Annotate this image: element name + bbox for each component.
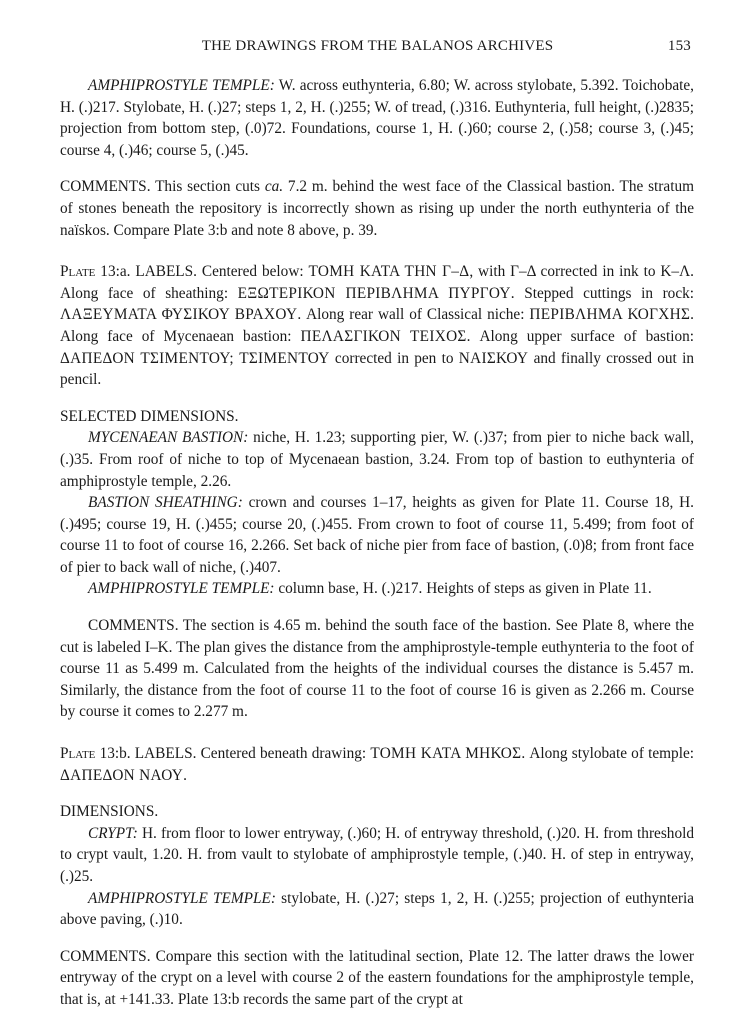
greek-label: ΠΕΡΙΒΛΗΜΑ ΚΟΓΧΗΣ [529,306,691,324]
running-head: THE DRAWINGS FROM THE BALANOS ARCHIVES [201,38,554,54]
plate-label: Plate [60,263,96,281]
paragraph-text: . Along stylobate of temple: [521,745,694,763]
greek-label: ΔΑΠΕΔΟΝ ΝΑΟΥ [60,766,184,784]
paragraph-text: corrected in pen to [329,349,459,367]
greek-label: ΕΞΩΤΕΡΙΚΟΝ ΠΕΡΙΒΛΗΜΑ ΠΥΡΓΟΥ [237,284,511,302]
greek-label: ΛΑΞΕΥΜΑΤΑ ΦΥΣΙΚΟΥ ΒΡΑΧΟΥ [60,306,298,324]
paragraph-text: niche, H. 1.23; supporting pier, W. (.)37; from pier to niche back wall, (.)35. From roof of niche to top of Mycenaean bastion, 3.24. From top of bastion to euthynteria of amphiprostyle temple, 2.26. [60,429,694,490]
paragraph-text: 13:a. LABELS. Centered below: [95,263,309,281]
paragraph-plate-13a-labels [60,261,694,391]
paragraph-text: , with Γ–Δ corrected in ink to Κ–Λ. Along face of sheathing: [60,263,694,302]
paragraph-text: 7.2 m. behind the west face of the Classical bastion. The stratum of stones beneath the repository is incorrectly shown as rising up under the north euthynteria of the naïskos. Compare Plate 3:b and note 8 above, p. 39. [60,178,694,239]
greek-label: ΤΟΜΗ ΚΑΤΑ ΜΗΚΟΣ [370,745,522,763]
paragraph-comments-2: COMMENTS. The section is 4.65 m. behind the south face of the bastion. See Plate 8, where the cut is labeled I–K. The plan gives the distance from the amphiprostyle-temple euthynteria to the foot of course 11 as 5.499 m. Calculated from the heights of the individual courses the distance is 5.457 m. Similarly, the distance from the foot of course 11 to the foot of course 16 is given as 2.266 m. Course by course it comes to 2.277 m. [60,617,694,721]
paragraph-text: H. from floor to lower entryway, (.)60; H. of entryway threshold, (.)20. H. from threshold to crypt vault, 1.20. H. from vault to stylobate of amphiprostyle temple, (.)40. H. of step in entryway, (.)25. [60,824,694,885]
paragraph-mycenaean-bastion [60,427,694,492]
paragraph-text: COMMENTS. This section cuts [60,178,265,196]
paragraph-text: . Along face of Mycenaean bastion: [60,306,694,345]
paragraph-comments-1 [60,176,694,241]
paragraph-text: W. across euthynteria, 6.80; W. across stylobate, 5.392. Toichobate, H. (.)217. Stylobate, H. (.)27; steps 1, 2, H. (.)255; W. of tread, (.)316. Euthynteria, full height, (.)2835; projection from bottom step, (.0)72. Foundations, course 1, H. (.)60; course 2, (.)58; course 3, (.)45; course 4, (.)46; course 5, (.)45. [60,77,695,159]
greek-label: ΠΕΛΑΣΓΙΚΟΝ ΤΕΙΧΟΣ [300,327,467,345]
subheading-amphiprostyle-temple: AMPHIPROSTYLE TEMPLE: [88,77,275,94]
paragraph-text: . Stepped cuttings in rock: [510,284,695,302]
paragraph-text: stylobate, H. (.)27; steps 1, 2, H. (.)255; projection of euthynteria above paving, (.)10. [60,889,695,929]
greek-label: ΔΑΠΕΔΟΝ ΤΣΙΜΕΝΤΟΥ; ΤΣΙΜΕΝΤΟΥ [60,349,330,367]
greek-label: ΤΟΜΗ ΚΑΤΑ ΤΗΝ Γ–Δ [308,263,470,281]
paragraph-amphiprostyle-stylobate [60,888,694,931]
section-heading-dimensions: DIMENSIONS. [60,803,159,821]
paragraph-text: 13:b. LABELS. Centered beneath drawing: [95,745,371,763]
paragraph-text: column base, H. (.)217. Heights of steps as given in Plate 11. [274,580,652,598]
paragraph-text: crown and courses 1–17, heights as given for Plate 11. Course 18, H. (.)495; course 19, H. (.)455; course 20, (.)455. From crown to foot of course 11, 5.499; from foot of course 11 to foot of course 16, 2.266. Set back of niche pier from face of bastion, (.0)8; from front face of pier to back wall of niche, (.)407. [60,494,694,576]
page-header [60,38,695,60]
subheading-amphiprostyle-temple: AMPHIPROSTYLE TEMPLE: [88,580,275,598]
subheading-crypt: CRYPT: [88,824,138,842]
body-text [60,75,694,1011]
paragraph-amphiprostyle-dimensions [60,75,694,161]
paragraph-plate-13b-labels [60,743,694,786]
subheading-mycenaean-bastion: MYCENAEAN BASTION: [88,429,249,447]
greek-label: ΝΑΙΣΚΟΥ [458,349,529,367]
paragraph-bastion-sheathing [60,492,694,578]
paragraph-text: . Along upper surface of bastion: [466,327,695,345]
paragraph-amphiprostyle-column [60,578,694,600]
section-heading-selected-dimensions: SELECTED DIMENSIONS. [60,407,239,425]
paragraph-crypt [60,823,694,888]
subheading-bastion-sheathing: BASTION SHEATHING: [88,494,243,512]
paragraph-text: . Along rear wall of Classical niche: [297,306,530,324]
subheading-amphiprostyle-temple: AMPHIPROSTYLE TEMPLE: [88,889,276,907]
abbreviation: ca. [264,178,284,196]
paragraph-text: and finally crossed out in pencil. [60,349,694,389]
paragraph-text: . [183,766,187,784]
page-number: 153 [667,38,691,54]
paragraph-comments-3: COMMENTS. Compare this section with the latitudinal section, Plate 12. The latter draws the lower entryway of the crypt on a level with course 2 of the eastern foundations for the amphiprostyle temple, that is, at +141.33. Plate 13:b records the same part of the crypt at [60,947,694,1008]
plate-label: Plate [60,745,96,763]
